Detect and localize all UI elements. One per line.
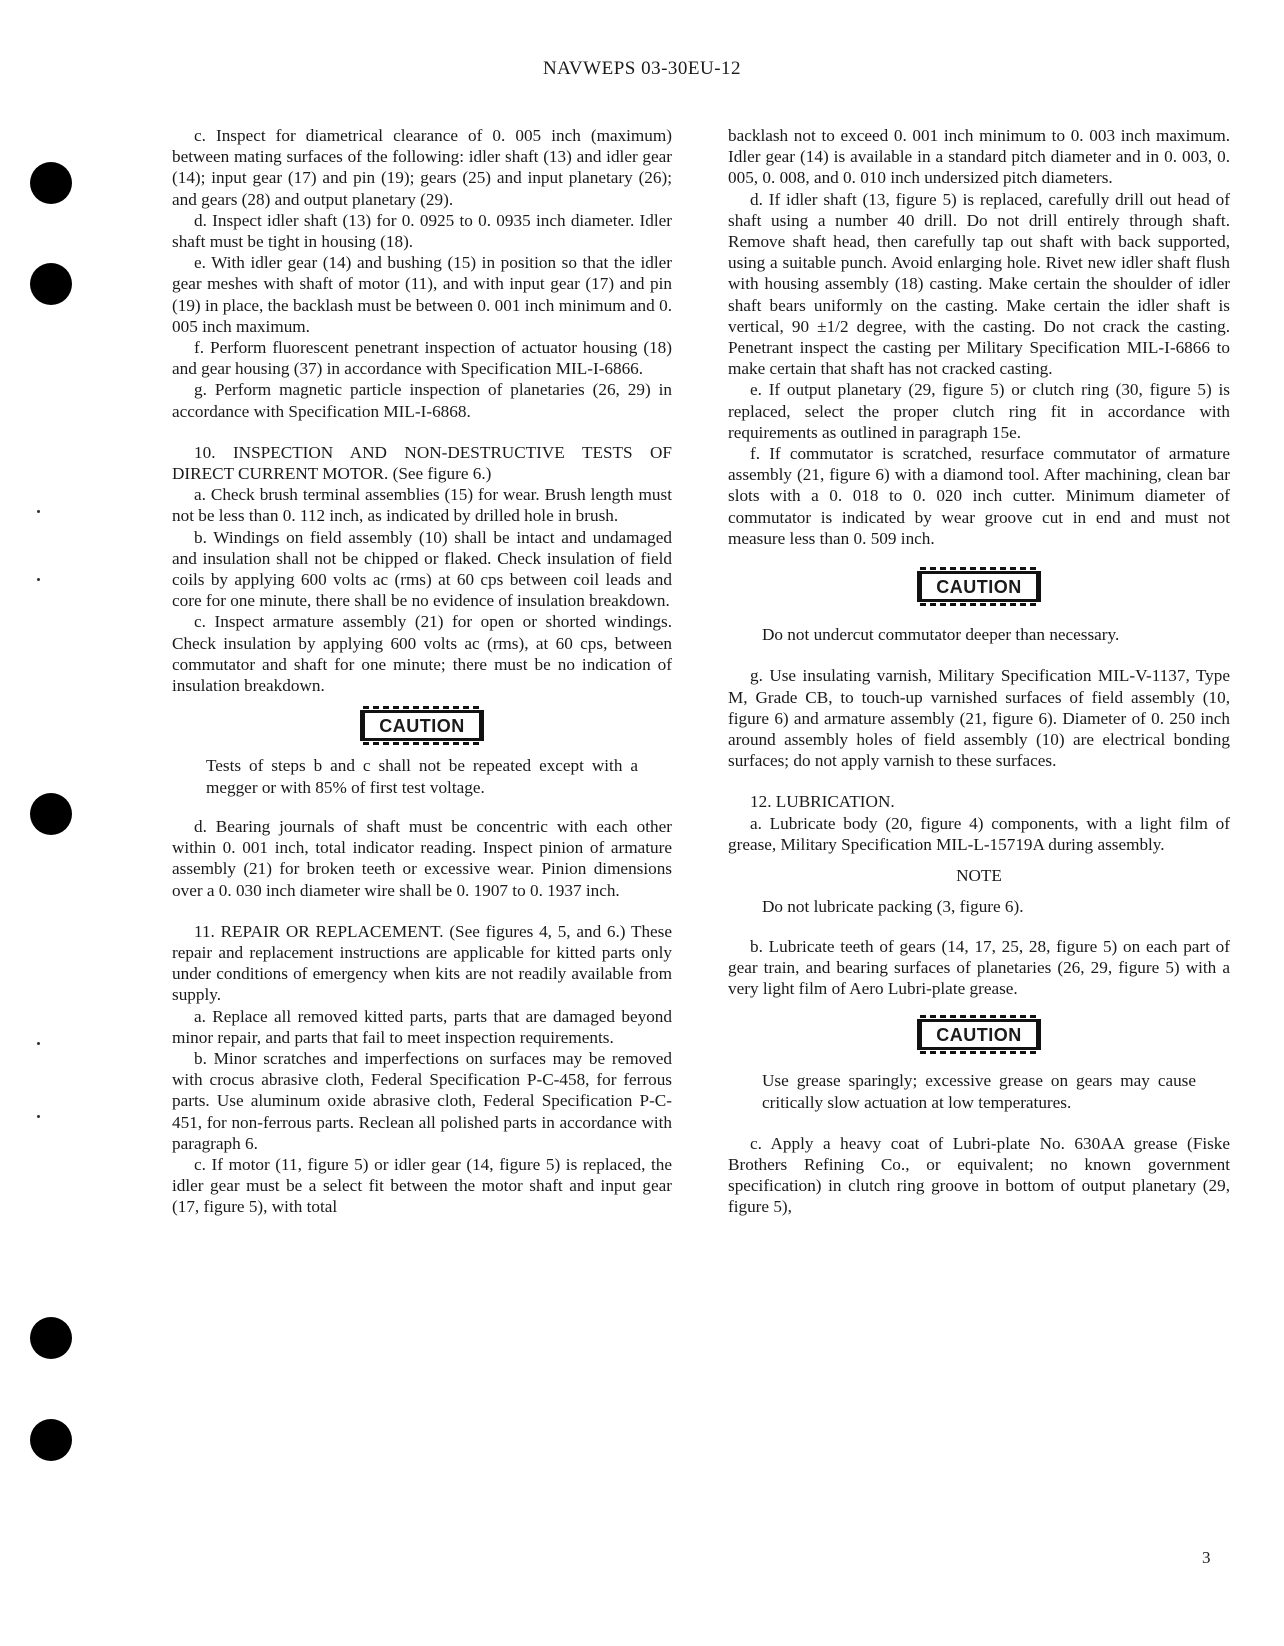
section-10-heading: 10. INSPECTION AND NON-DESTRUCTIVE TESTS OF DIRECT CURRENT MOTOR. (See figure 6.)	[172, 442, 672, 484]
paragraph-10d: d. Bearing journals of shaft must be concentric with each other within 0. 001 inch, total indicator reading. Inspect pinion of armature assembly (21) for broken teeth or excessive wear. Pinion dimensions over a 0. 030 inch diameter wire shall be 0. 1907 to 0. 1937 inch.	[172, 816, 672, 900]
caution-box	[728, 1019, 1230, 1050]
caution-text: Tests of steps b and c shall not be repeated except with a megger or with 85% of first test voltage.	[206, 756, 638, 797]
paragraph-11f: f. If commutator is scratched, resurface commutator of armature assembly (21, figure 6) with a diamond tool. After machining, clean bar slots with a 0. 018 to 0. 020 inch cutter. Minimum diameter of commutator is indicated by wear groove cut in end and must not measure less than 0. 509 inch.	[728, 444, 1230, 548]
speck	[37, 1115, 40, 1118]
paragraph-11c: c. If motor (11, figure 5) or idler gear (14, figure 5) is replaced, the idler gear must be a select fit between the motor shaft and input gear (17, figure 5), with total	[172, 1154, 672, 1217]
binder-hole	[30, 1419, 72, 1461]
paragraph-11a: a. Replace all removed kitted parts, parts that are damaged beyond minor repair, and parts that fail to meet inspection requirements.	[172, 1006, 672, 1047]
paragraph-11d: d. If idler shaft (13, figure 5) is replaced, carefully drill out head of shaft using a number 40 drill. Do not drill entirely through shaft. Remove shaft head, then carefully tap out shaft with back supported, using a suitable punch. Avoid enlarging hole. Rivet new idler shaft flush with housing assembly (18) casting. Make certain the shoulder of idler shaft bears uniformly on the casting. Make certain the idler shaft is vertical, 90 ±1/2 degree, with the casting. Do not crack the casting. Penetrant inspect the casting per Military Specification MIL-I-6866 to make certain that shaft has not cracked casting.	[728, 189, 1230, 379]
paragraph-10a: a. Check brush terminal assemblies (15) for wear. Brush length must not be less than 0. 112 inch, as indicated by drilled hole in brush.	[172, 485, 672, 526]
paragraph-12b: b. Lubricate teeth of gears (14, 17, 25, 28, figure 5) on each part of gear train, and bearing surfaces of planetaries (26, 29, figure 5) with a very light film of Aero Lubri-plate grease.	[728, 936, 1230, 998]
paragraph-9c: c. Inspect for diametrical clearance of 0. 005 inch (maximum) between mating surfaces of the following: idler shaft (13) and idler gear (14); input gear (17) and pin (19); gears (25) and input planetary (26); and gears (28) and output planetary (29).	[172, 126, 672, 209]
binder-hole	[30, 263, 72, 305]
caution-text: Do not undercut commutator deeper than necessary.	[762, 625, 1120, 645]
left-column	[172, 125, 672, 1218]
paragraph-9f: f. Perform fluorescent penetrant inspection of actuator housing (18) and gear housing (37) in accordance with Specification MIL-I-6866.	[172, 338, 672, 379]
note-label: NOTE	[956, 866, 1002, 886]
paragraph-11e: e. If output planetary (29, figure 5) or clutch ring (30, figure 5) is replaced, select the proper clutch ring fit in accordance with requirements as outlined in paragraph 15e.	[728, 380, 1230, 442]
document-id-header: NAVWEPS 03-30EU-12	[542, 58, 742, 79]
caution-box	[728, 571, 1230, 602]
page-number: 3	[1202, 1548, 1211, 1567]
section-11-heading: 11. REPAIR OR REPLACEMENT. (See figures 4, 5, and 6.) These repair and replacement instructions are applicable for kitted parts only under conditions of emergency when kits are not readily available from supply.	[172, 921, 672, 1005]
paragraph-11b: b. Minor scratches and imperfections on surfaces may be removed with crocus abrasive cloth, Federal Specification P-C-458, for ferrous parts. Use aluminum oxide abrasive cloth, Federal Specification P-C-451, for non-ferrous parts. Reclean all polished parts in accordance with paragraph 6.	[172, 1048, 672, 1153]
right-column	[728, 125, 1230, 1218]
paragraph-10c: c. Inspect armature assembly (21) for open or shorted windings. Check insulation by applying 600 volts ac (rms), at 60 cps, between commutator and shaft for one minute; there must be no indication of insulation breakdown.	[172, 612, 672, 696]
binder-hole	[30, 1317, 72, 1359]
caution-label: CAUTION	[917, 571, 1041, 602]
paragraph-11c-continued: backlash not to exceed 0. 001 inch minimum to 0. 003 inch maximum. Idler gear (14) is available in a standard pitch diameter and in 0. 003, 0. 005, 0. 008, and 0. 010 inch undersized pitch diameters.	[728, 126, 1230, 188]
speck	[37, 510, 40, 513]
speck	[37, 578, 40, 581]
binder-hole	[30, 162, 72, 204]
paragraph-10b: b. Windings on field assembly (10) shall be intact and undamaged and insulation shall not be chipped or flaked. Check insulation of field coils by applying 600 volts ac (rms) at 60 cps between coil leads and core for one minute, there shall be no evidence of insulation breakdown.	[172, 527, 672, 611]
binder-hole	[30, 793, 72, 835]
paragraph-12a: a. Lubricate body (20, figure 4) components, with a light film of grease, Military Specification MIL-L-15719A during assembly.	[728, 813, 1230, 854]
caution-text: Use grease sparingly; excessive grease on gears may cause critically slow actuation at low temperatures.	[762, 1071, 1196, 1112]
paragraph-9e: e. With idler gear (14) and bushing (15) in position so that the idler gear meshes with shaft of motor (11), and with input gear (17) and pin (19) in place, the backlash must be between 0. 001 inch minimum and 0. 005 inch maximum.	[172, 253, 672, 336]
caution-label: CAUTION	[917, 1019, 1041, 1050]
caution-box	[172, 710, 672, 741]
paragraph-9g: g. Perform magnetic particle inspection of planetaries (26, 29) in accordance with Specification MIL-I-6868.	[172, 380, 672, 421]
caution-label: CAUTION	[360, 710, 484, 741]
paragraph-12c: c. Apply a heavy coat of Lubri-plate No. 630AA grease (Fiske Brothers Refining Co., or equivalent; no known government specification) in clutch ring groove in bottom of output planetary (29, figure 5),	[728, 1133, 1230, 1217]
note-text: Do not lubricate packing (3, figure 6).	[762, 897, 1024, 917]
paragraph-9d: d. Inspect idler shaft (13) for 0. 0925 to 0. 0935 inch diameter. Idler shaft must be tight in housing (18).	[172, 210, 672, 252]
section-12-heading: 12. LUBRICATION.	[750, 792, 895, 812]
paragraph-11g: g. Use insulating varnish, Military Specification MIL-V-1137, Type M, Grade CB, to touch-up varnished surfaces of field assembly (10, figure 6) and armature assembly (21, figure 6). Diameter of 0. 250 inch around assembly holes of field assembly (10) are electrical bonding surfaces; do not apply varnish to these surfaces.	[728, 666, 1230, 771]
speck	[37, 1042, 40, 1045]
